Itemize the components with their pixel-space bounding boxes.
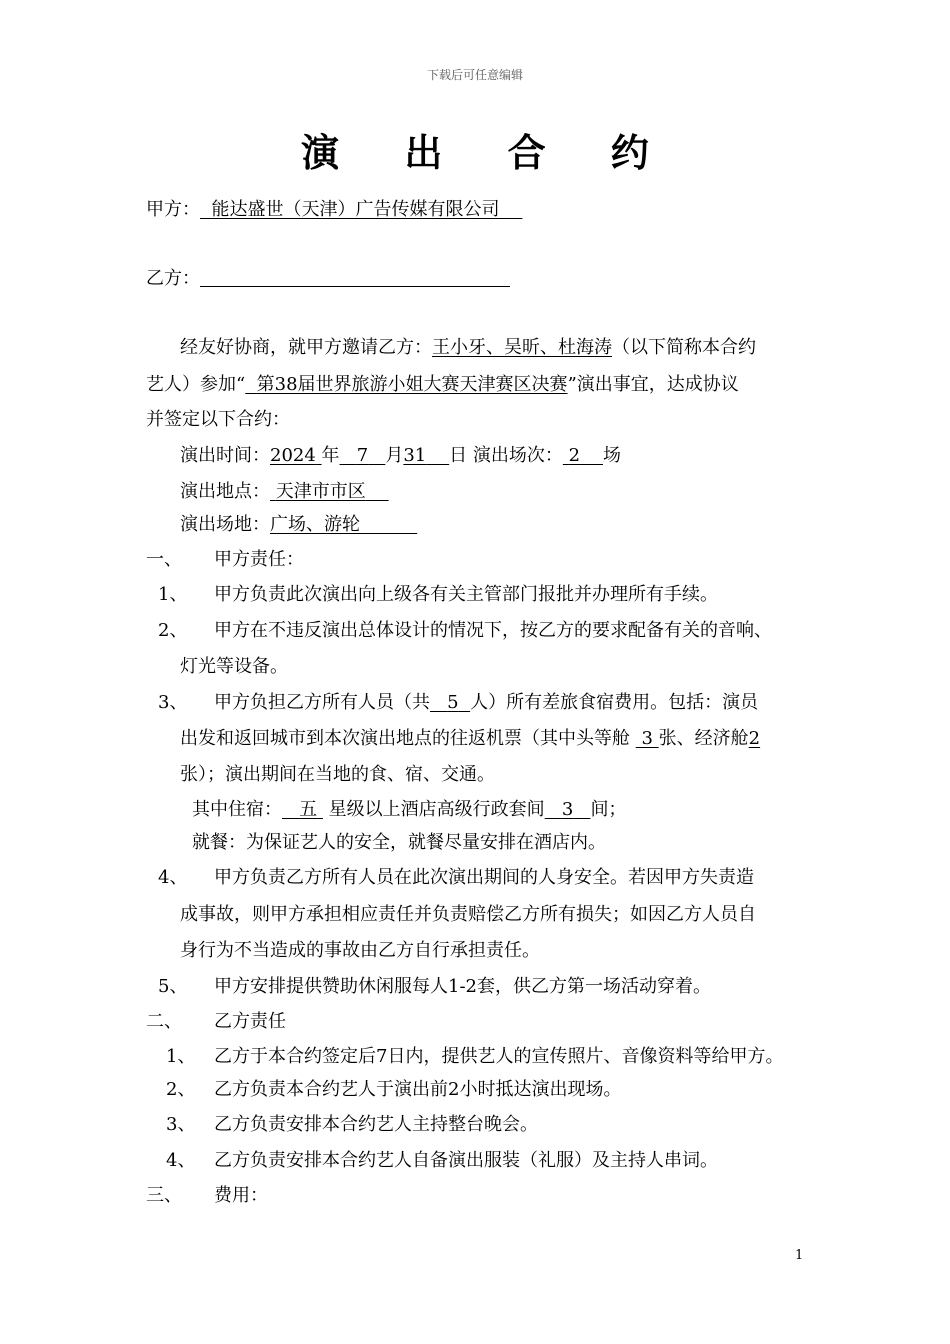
sec1-item4-b: 成事故，则甲方承担相应责任并负责赔偿乙方所有损失；如因乙方人员自 xyxy=(180,904,756,925)
lodging-line: 其中住宿： 五 星级以上酒店高级行政套间 3 间； xyxy=(192,799,627,820)
sec1-item2-a: 甲方在不违反演出总体设计的情况下，按乙方的要求配备有关的音响、 xyxy=(214,620,772,641)
sec1-num: 一、 xyxy=(146,549,182,570)
sec3-title: 费用： xyxy=(214,1185,268,1206)
sec1-title: 甲方责任： xyxy=(214,549,304,570)
document-title: 演 出 合 约 xyxy=(301,130,675,175)
sec2-title: 乙方责任 xyxy=(214,1011,286,1032)
economy-tickets: 2 xyxy=(748,728,761,749)
sec2-item4: 乙方负责安排本合约艺人自备演出服装（礼服）及主持人串词。 xyxy=(214,1150,718,1171)
sec1-item4-a: 甲方负责乙方所有人员在此次演出期间的人身安全。若因甲方失责造 xyxy=(214,867,754,888)
sec1-item3-a: 甲方负担乙方所有人员（共 5 人）所有差旅食宿费用。包括：演员 xyxy=(214,692,759,713)
sec1-item1-num: 1、 xyxy=(158,584,188,605)
sec2-item1-num: 1、 xyxy=(166,1046,196,1067)
party-b-line xyxy=(146,267,510,291)
intro-line-3: 并签定以下合约： xyxy=(146,409,290,430)
sec1-item3-b: 出发和返回城市到本次演出地点的往返机票（其中头等舱 3 张、经济舱2 xyxy=(180,728,761,749)
perf-day: 31 xyxy=(403,445,427,466)
sec1-item3-c: 张）；演出期间在当地的食、宿、交通。 xyxy=(180,764,495,785)
intro-line-1: 经友好协商，就甲方邀请乙方：王小牙、吴昕、杜海涛（以下简称本合约 xyxy=(180,337,756,358)
event-name: 第38届世界旅游小姐大赛天津赛区决赛 xyxy=(256,374,568,395)
suite-count: 3 xyxy=(561,799,574,820)
sec2-item4-num: 4、 xyxy=(166,1150,196,1171)
personnel-count: 5 xyxy=(447,692,459,713)
perf-place-line: 演出地点： 天津市市区 xyxy=(180,480,389,504)
sec1-item4-c: 身行为不当造成的事故由乙方自行承担责任。 xyxy=(180,940,540,961)
sec2-item3: 乙方负责安排本合约艺人主持整台晚会。 xyxy=(214,1114,538,1135)
party-a-label: 甲方： xyxy=(146,199,200,220)
party-a-line xyxy=(146,198,522,222)
sec1-item2-b: 灯光等设备。 xyxy=(180,656,288,677)
sec2-item2-num: 2、 xyxy=(166,1079,196,1100)
intro-line-2: 艺人）参加“ 第38届世界旅游小姐大赛天津赛区决赛”演出事宜，达成协议 xyxy=(146,374,739,395)
perf-year: 2024 xyxy=(270,445,316,466)
meals-line: 就餐：为保证艺人的安全，就餐尽量安排在酒店内。 xyxy=(192,832,606,853)
party-b-label: 乙方： xyxy=(146,268,200,289)
sec2-item1: 乙方于本合约签定后7日内，提供艺人的宣传照片、音像资料等给甲方。 xyxy=(214,1046,784,1067)
sec1-item1: 甲方负责此次演出向上级各有关主管部门报批并办理所有手续。 xyxy=(214,584,718,605)
party-a-name: 能达盛世（天津）广告传媒有限公司 xyxy=(211,199,500,220)
hotel-star: 五 xyxy=(299,799,318,820)
perf-sessions: 2 xyxy=(568,445,581,466)
header-note: 下载后可任意编辑 xyxy=(426,68,523,82)
sec1-item5-num: 5、 xyxy=(158,976,188,997)
sec1-item3-num: 3、 xyxy=(158,692,188,713)
sec2-item2: 乙方负责本合约艺人于演出前2小时抵达演出现场。 xyxy=(214,1079,622,1100)
perf-month: 7 xyxy=(356,445,369,466)
sec2-num: 二、 xyxy=(146,1011,182,1032)
perf-venue-line: 演出场地：广场、游轮 xyxy=(180,513,417,537)
sec2-item3-num: 3、 xyxy=(166,1114,196,1135)
sec1-item2-num: 2、 xyxy=(158,620,188,641)
perf-place: 天津市市区 xyxy=(275,481,366,502)
first-class-tickets: 3 xyxy=(641,728,653,749)
page-number: 1 xyxy=(795,1248,804,1263)
artists: 王小牙、吴昕、杜海涛 xyxy=(432,337,612,358)
sec1-item5: 甲方安排提供赞助休闲服每人1-2套，供乙方第一场活动穿着。 xyxy=(214,976,711,997)
perf-venue: 广场、游轮 xyxy=(270,514,360,535)
party-b-blank xyxy=(200,268,510,287)
sec1-item4-num: 4、 xyxy=(158,867,188,888)
perf-time-line: 演出时间：2024 年 7 月31 日 演出场次： 2 场 xyxy=(180,445,621,466)
sec3-num: 三、 xyxy=(146,1185,182,1206)
